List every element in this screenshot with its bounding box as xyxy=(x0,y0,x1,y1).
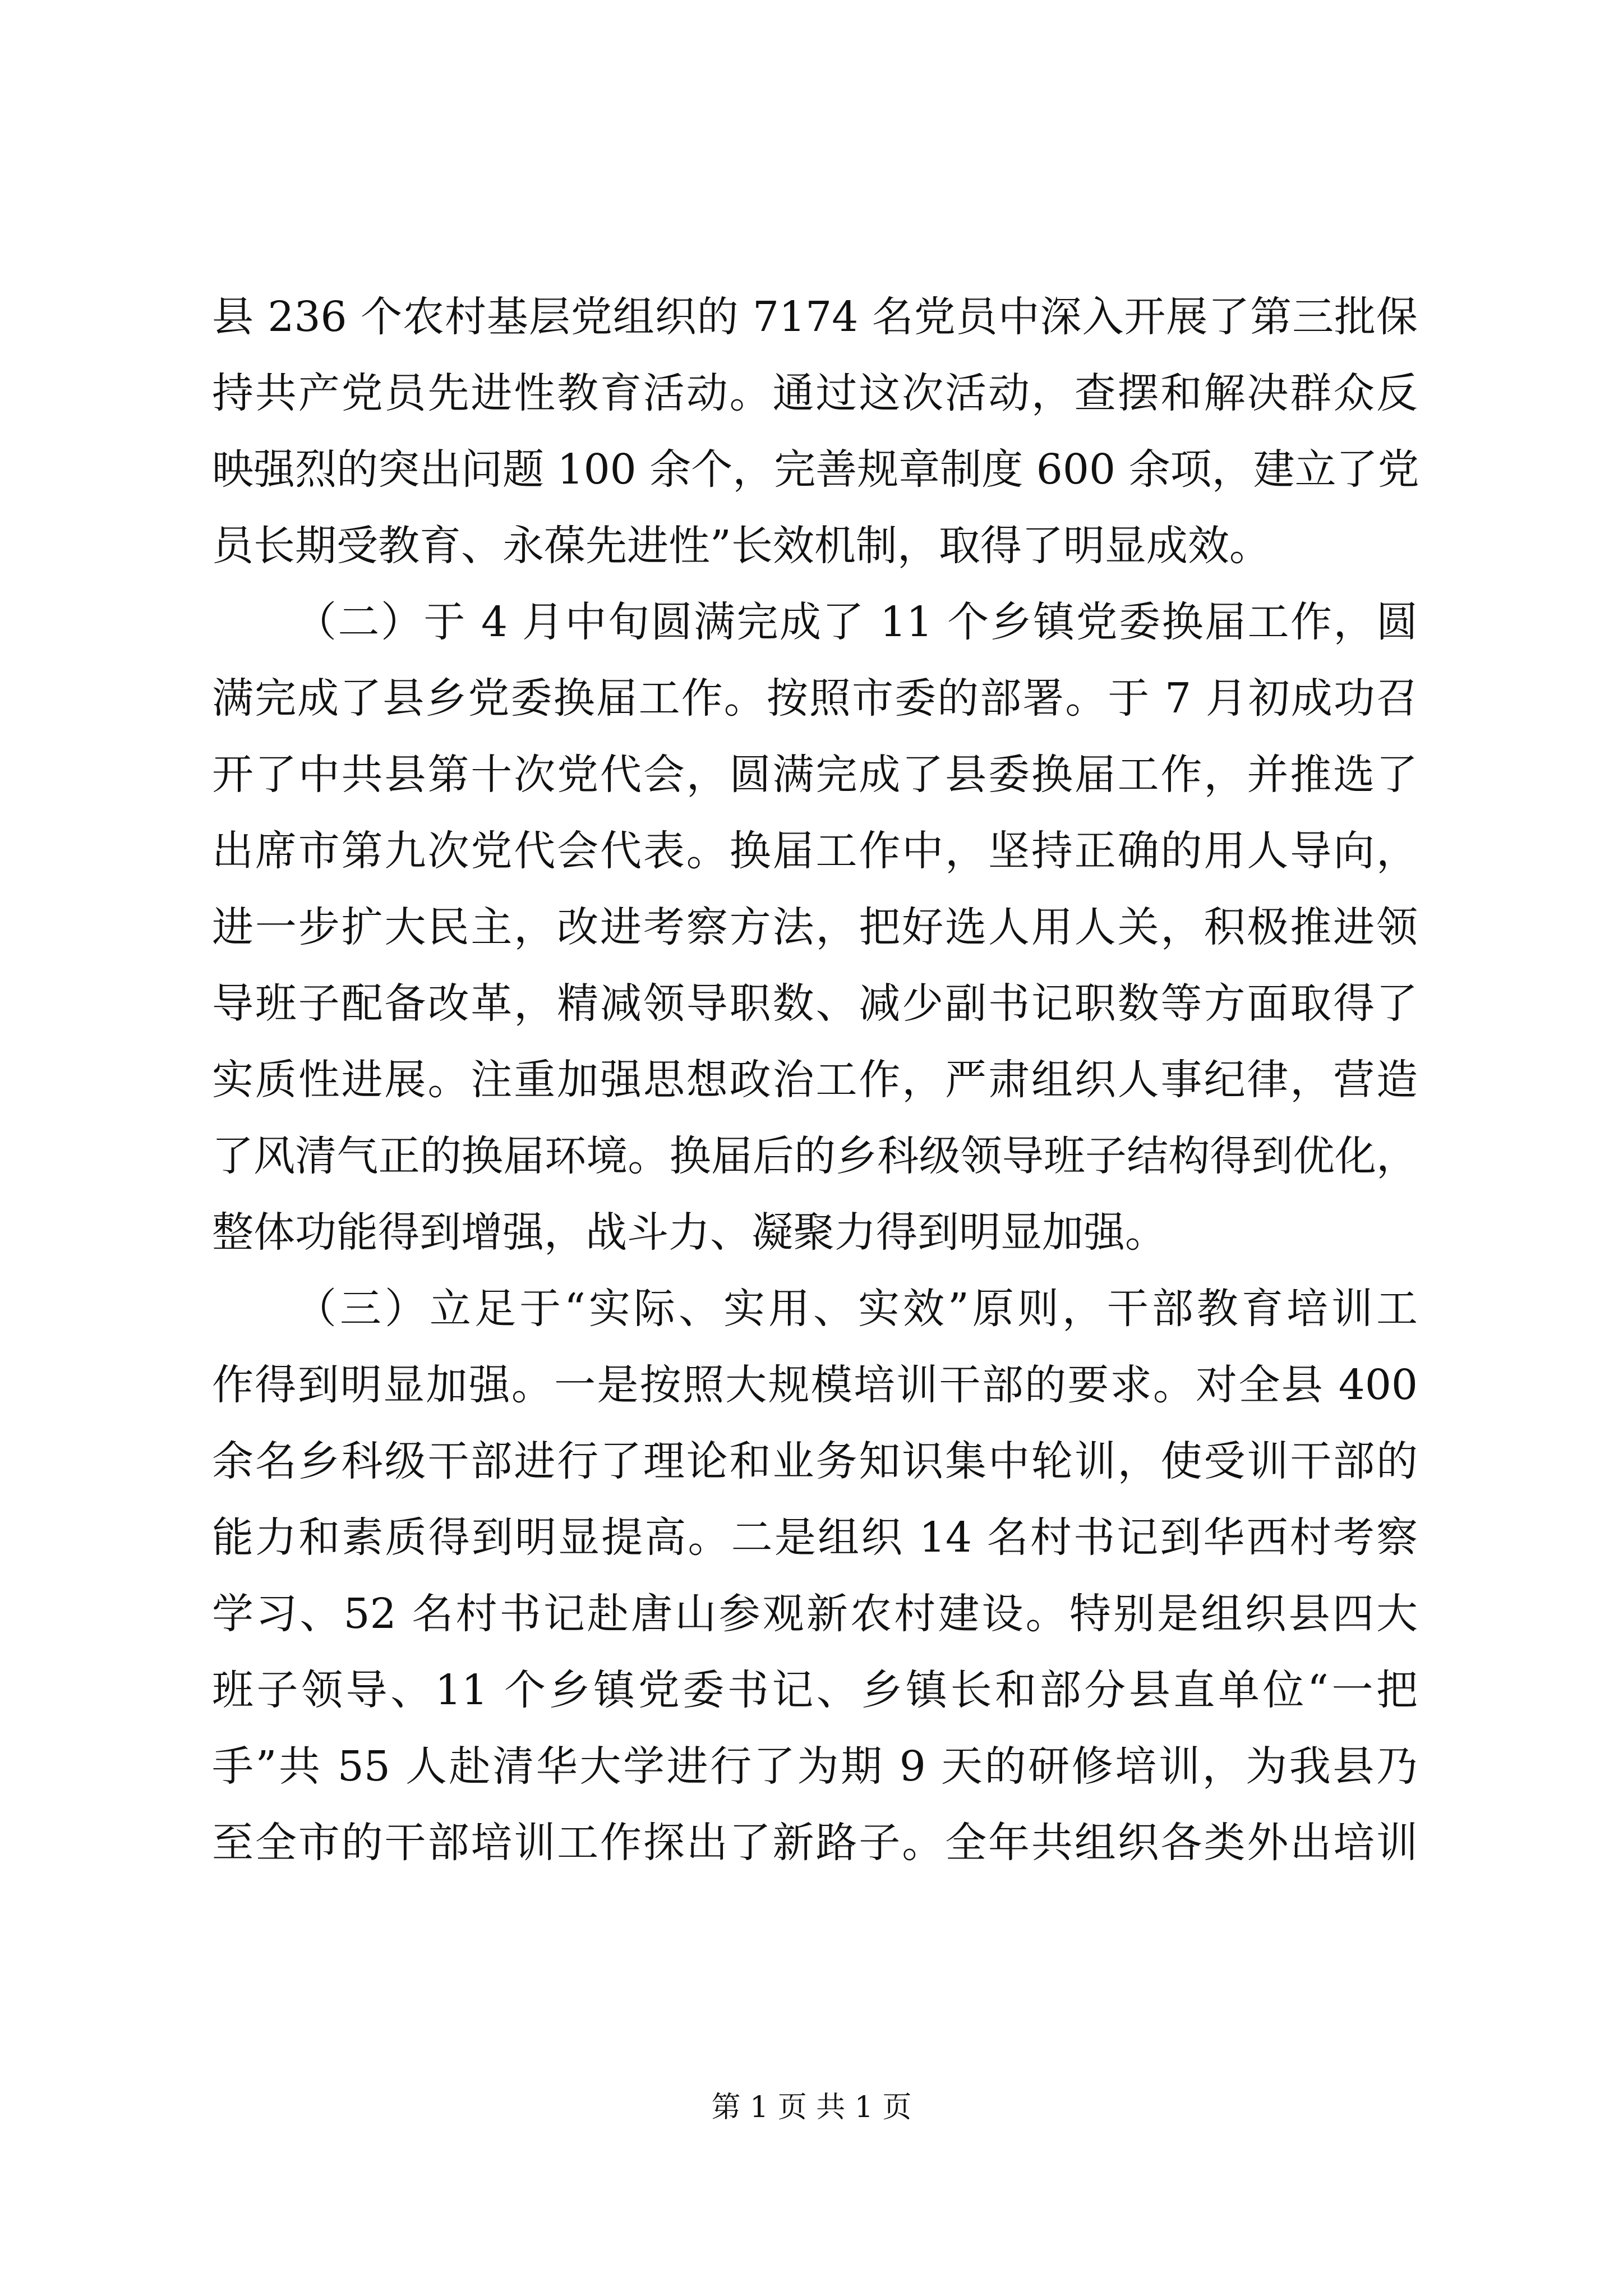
text-line: 县 236 个农村基层党组织的 7174 名党员中深入开展了第三批保 xyxy=(212,293,1418,341)
text-line: 了风清气正的换届环境。换届后的乡科级领导班子结构得到优化， xyxy=(212,1132,1418,1180)
paragraph-start-line: （二）于 4 月中旬圆满完成了 11 个乡镇党委换届工作，圆 xyxy=(295,598,1418,646)
text-line: 能力和素质得到明显提高。二是组织 14 名村书记到华西村考察 xyxy=(212,1513,1418,1562)
text-line: 映强烈的突出问题 100 余个，完善规章制度 600 余项，建立了党 xyxy=(212,445,1419,494)
text-line: 员长期受教育、永葆先进性”长效机制，取得了明显成效。 xyxy=(212,522,1271,570)
text-line: 学习、52 名村书记赴唐山参观新农村建设。特别是组织县四大 xyxy=(212,1590,1418,1638)
text-line: 整体功能得到增强，战斗力、凝聚力得到明显加强。 xyxy=(212,1208,1166,1257)
text-line: 满完成了县乡党委换届工作。按照市委的部署。于 7 月初成功召 xyxy=(212,674,1418,723)
text-line: 余名乡科级干部进行了理论和业务知识集中轮训，使受训干部的 xyxy=(212,1437,1418,1485)
text-line: 作得到明显加强。一是按照大规模培训干部的要求。对全县 400 xyxy=(212,1361,1418,1409)
text-line: 实质性进展。注重加强思想政治工作，严肃组织人事纪律，营造 xyxy=(212,1056,1418,1104)
text-line: 导班子配备改革，精减领导职数、减少副书记职数等方面取得了 xyxy=(212,979,1418,1028)
page-number-footer: 第 1 页 共 1 页 xyxy=(711,2091,912,2124)
text-line: 开了中共县第十次党代会，圆满完成了县委换届工作，并推选了 xyxy=(212,751,1418,799)
text-line: 手”共 55 人赴清华大学进行了为期 9 天的研修培训，为我县乃 xyxy=(212,1742,1418,1791)
text-line: 进一步扩大民主，改进考察方法，把好选人用人关，积极推进领 xyxy=(212,903,1418,951)
paragraph-start-line: （三）立足于“实际、实用、实效”原则，干部教育培训工 xyxy=(295,1285,1418,1333)
text-line: 班子领导、11 个乡镇党委书记、乡镇长和部分县直单位“一把 xyxy=(212,1666,1418,1714)
text-line: 出席市第九次党代会代表。换届工作中，坚持正确的用人导向， xyxy=(212,827,1418,875)
text-line: 至全市的干部培训工作探出了新路子。全年共组织各类外出培训 xyxy=(212,1819,1418,1867)
text-line: 持共产党员先进性教育活动。通过这次活动，查摆和解决群众反 xyxy=(212,369,1418,417)
